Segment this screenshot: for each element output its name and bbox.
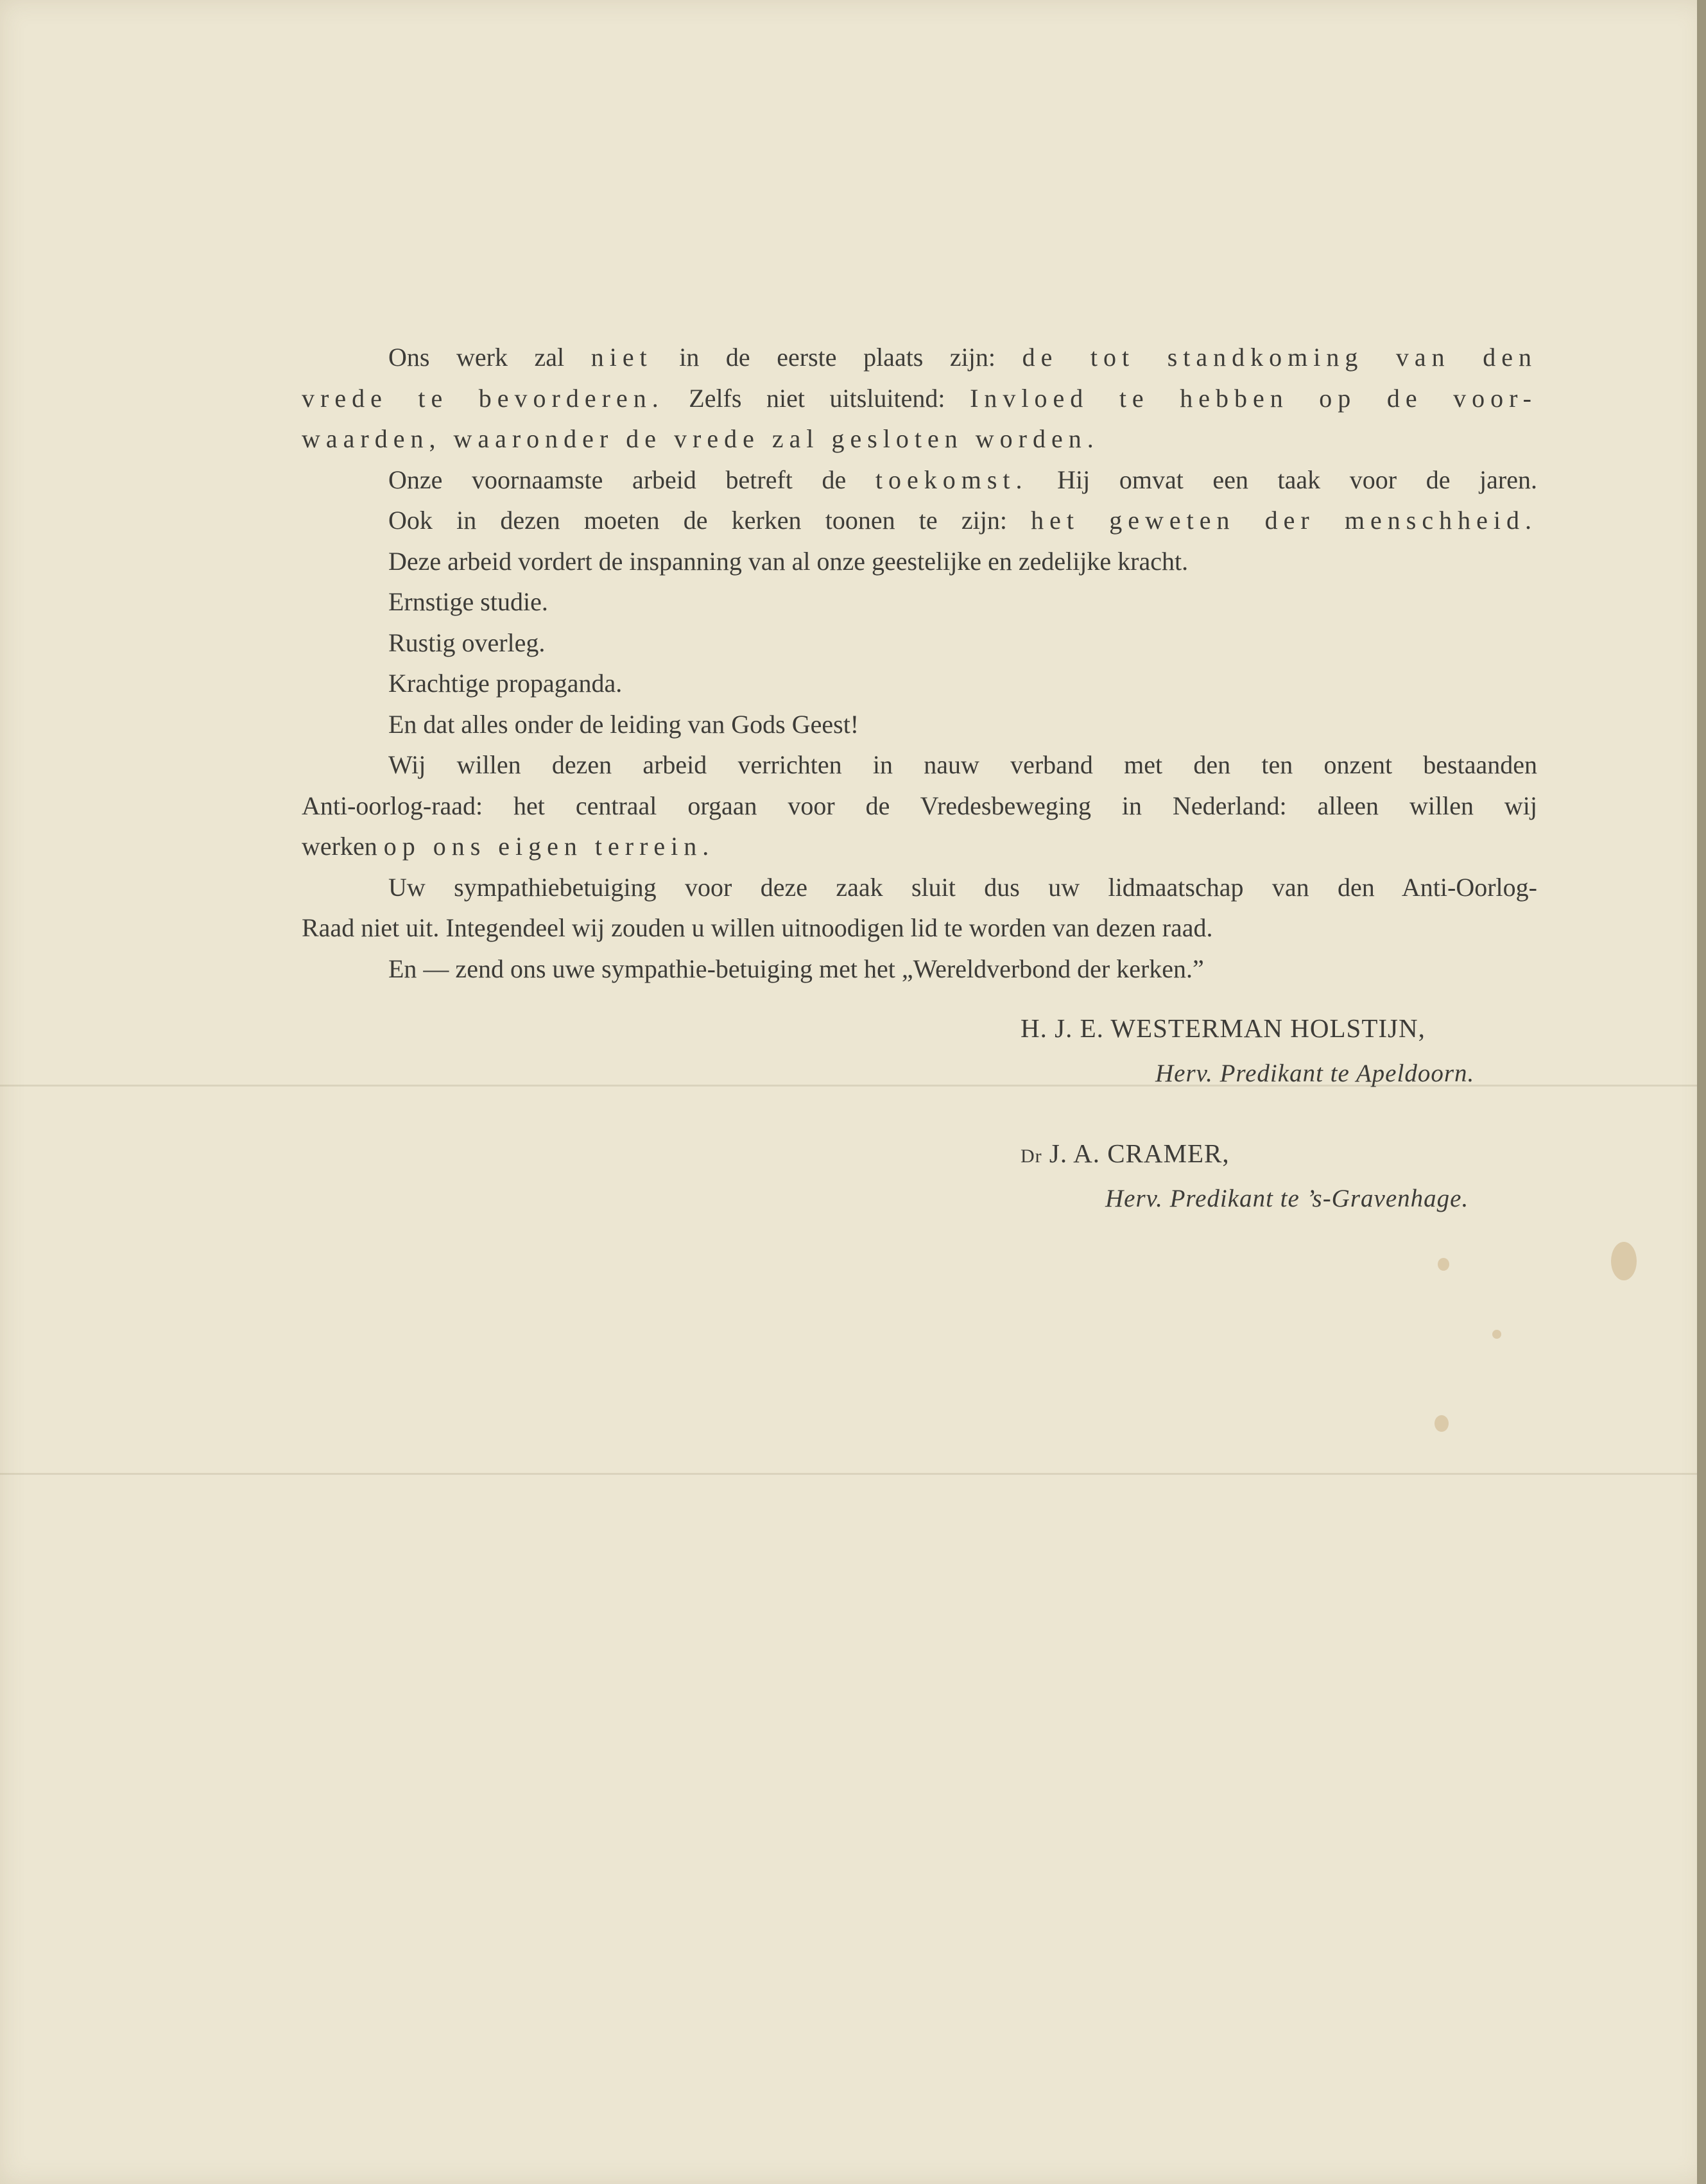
body-line: Uw sympathiebetuiging voor deze zaak sluit dus uw lidmaatschap van den Anti-Oorlog-: [388, 872, 1537, 902]
body-line: En dat alles onder de leiding van Gods Geest!: [388, 709, 859, 739]
signature-title-prefix: Dr: [1021, 1146, 1042, 1167]
body-line: waarden, waaronder de vrede zal gesloten worden.: [302, 424, 1099, 453]
signature-name-cramer: [1021, 1138, 1230, 1169]
body-line: werken op ons eigen terrein.: [302, 832, 715, 861]
foxing-spot: [1611, 1242, 1637, 1280]
signature-role-cramer: Herv. Predikant te ’s-Gravenhage.: [1105, 1185, 1469, 1212]
body-line: Rustig overleg.: [388, 628, 546, 657]
body-line: Krachtige propaganda.: [388, 669, 623, 698]
body-line: Ook in dezen moeten de kerken toonen te zijn: het geweten der menschheid.: [388, 506, 1537, 535]
foxing-spot: [1435, 1415, 1449, 1432]
body-line: Ons werk zal niet in de eerste plaats zijn: de tot standkoming van den: [388, 343, 1537, 372]
body-line: Anti-oorlog-raad: het centraal orgaan voor de Vredesbeweging in Nederland: alleen willen wij: [302, 791, 1537, 820]
body-line: Onze voornaamste arbeid betreft de toekomst. Hij omvat een taak voor de jaren.: [388, 465, 1537, 494]
letter-body: [302, 337, 1537, 989]
body-line: Deze arbeid vordert de inspanning van al onze geestelijke en zedelijke kracht.: [388, 546, 1189, 576]
signature-name-westerman: H. J. E. WESTERMAN HOLSTIJN,: [1021, 1013, 1426, 1043]
body-line: Ernstige studie.: [388, 587, 548, 616]
body-line: Raad niet uit. Integendeel wij zouden u willen uitnoodigen lid te worden van dezen raad.: [302, 913, 1213, 942]
foxing-spot: [1492, 1330, 1501, 1339]
paper-fold-line: [0, 1473, 1697, 1475]
signature-role-westerman: Herv. Predikant te Apeldoorn.: [1155, 1060, 1475, 1087]
page-edge: [1697, 0, 1706, 2184]
foxing-spot: [1438, 1258, 1449, 1271]
body-line: En — zend ons uwe sympathie-betuiging met het „Wereldverbond der kerken.”: [388, 954, 1204, 983]
body-line: Wij willen dezen arbeid verrichten in nauw verband met den ten onzent bestaanden: [388, 750, 1537, 779]
signature-name-text: J. A. CRAMER,: [1049, 1139, 1230, 1168]
body-line: vrede te bevorderen. Zelfs niet uitsluitend: Invloed te hebben op de voor-: [302, 383, 1537, 413]
